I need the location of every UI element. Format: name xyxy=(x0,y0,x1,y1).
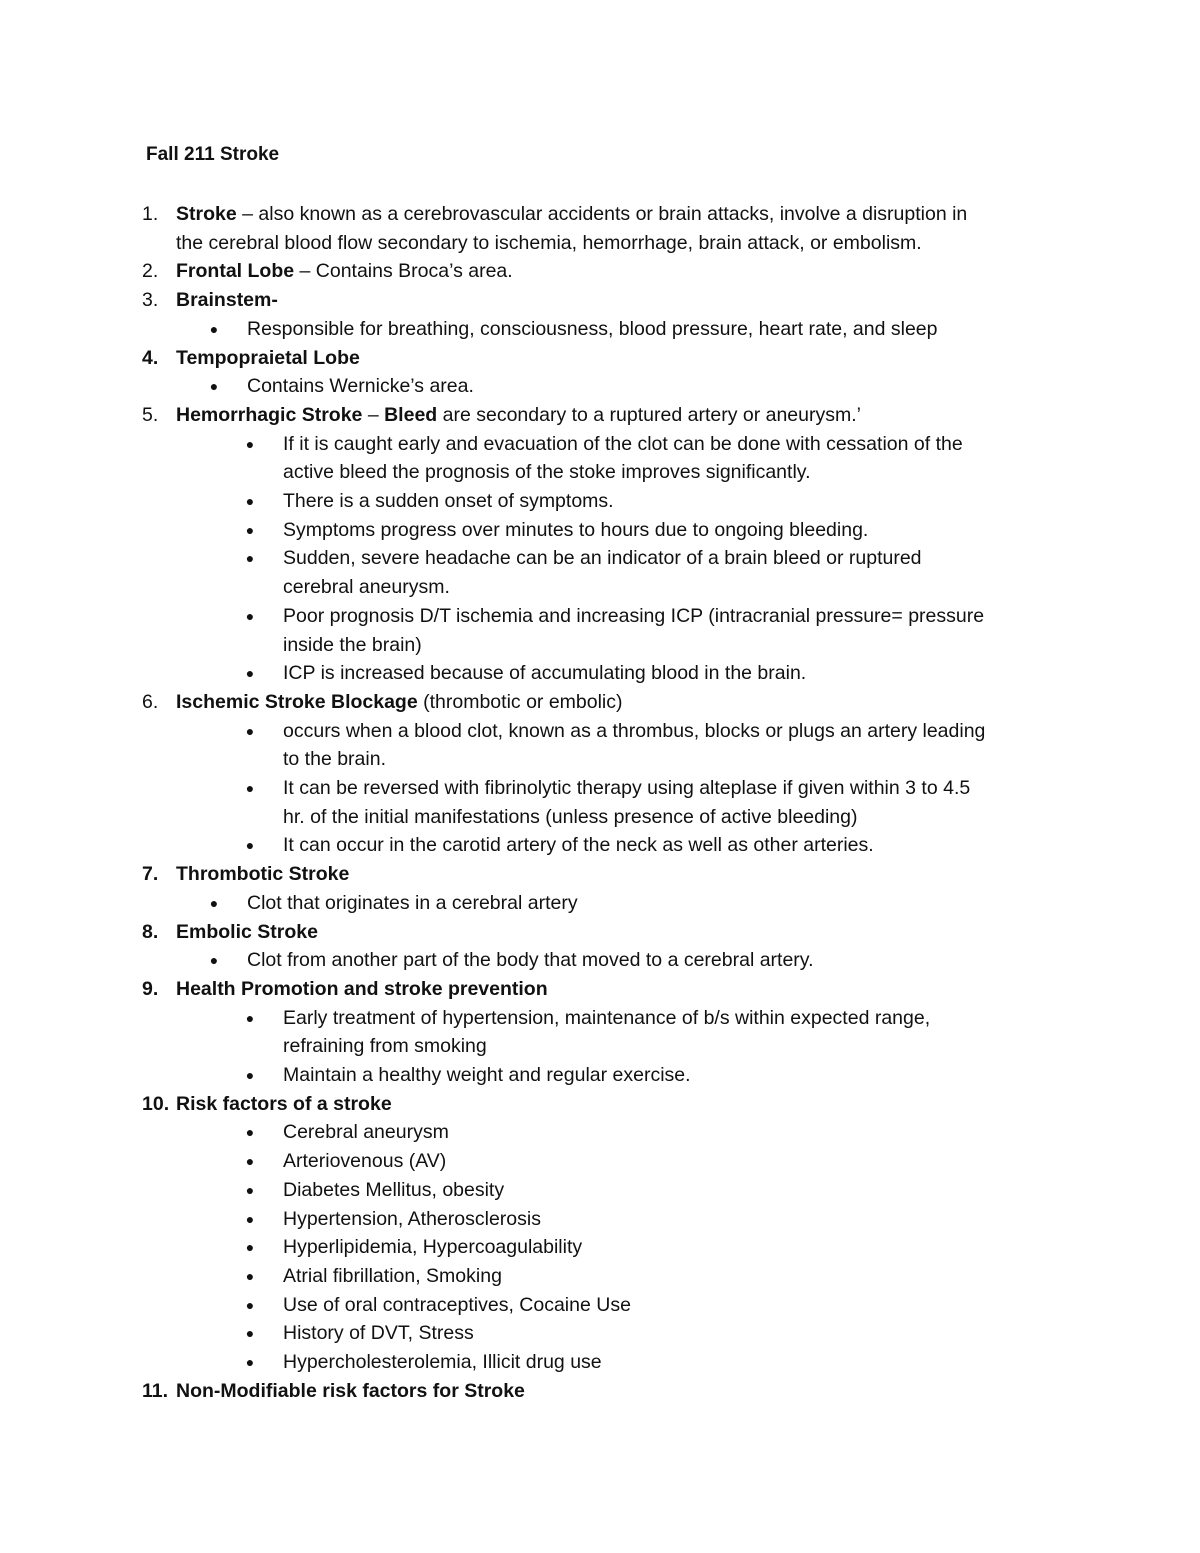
bullet-icon: ● xyxy=(209,378,219,395)
item-text: Ischemic Stroke Blockage (thrombotic or embolic) xyxy=(176,690,623,713)
list-item-9 xyxy=(0,975,1200,1003)
item-heading: Tempopraietal Lobe xyxy=(176,346,360,369)
bullet-icon: ● xyxy=(209,320,219,337)
item-number: 8. xyxy=(142,920,159,943)
item-text: Hemorrhagic Stroke – Bleed are secondary to a ruptured artery or aneurysm.’ xyxy=(176,403,861,426)
item-number: 2. xyxy=(142,260,159,283)
bullet-text: Hypertension, Atherosclerosis xyxy=(283,1207,541,1230)
bullet-icon: ● xyxy=(245,780,255,796)
list-item-4 xyxy=(0,344,1200,372)
bullet-text: Use of oral contraceptives, Cocaine Use xyxy=(283,1293,631,1316)
bullet-icon: ● xyxy=(245,837,255,854)
item-text xyxy=(176,344,360,372)
bullet-text: Atrial fibrillation, Smoking xyxy=(283,1264,502,1287)
item-heading-2: Bleed xyxy=(384,403,438,426)
item-heading: Non-Modifiable risk factors for Stroke xyxy=(176,1379,525,1402)
item-heading: Frontal Lobe xyxy=(176,260,295,283)
bullet-text: History of DVT, Stress xyxy=(283,1322,474,1345)
bullet-icon: ● xyxy=(209,894,219,911)
bullet-text: inside the brain) xyxy=(283,633,422,656)
bullet-text: active bleed the prognosis of the stoke improves significantly. xyxy=(283,461,811,484)
bullet-icon: ● xyxy=(245,521,255,538)
list-item-7 xyxy=(0,860,1200,888)
item-heading: Health Promotion and stroke prevention xyxy=(176,977,548,1000)
bullet-text: Poor prognosis D/T ischemia and increasing ICP (intracranial pressure= pressure xyxy=(283,604,985,627)
item-text: Frontal Lobe – Contains Broca’s area. xyxy=(176,260,513,283)
bullet-icon: ● xyxy=(245,1239,255,1256)
bullet-icon: ● xyxy=(245,1325,255,1342)
item-number: 3. xyxy=(142,289,159,312)
bullet-text: Responsible for breathing, consciousness, blood pressure, heart rate, and sleep xyxy=(247,317,938,340)
item-number: 7. xyxy=(142,863,159,886)
bullet-text: If it is caught early and evacuation of the clot can be done with cessation of the xyxy=(283,432,963,455)
item-text: Stroke – also known as a cerebrovascular accidents or brain attacks, involve a disruption in xyxy=(176,203,968,225)
item-heading: Risk factors of a stroke xyxy=(176,1092,392,1115)
item-number: 1. xyxy=(142,203,159,225)
bullet-text: Symptoms progress over minutes to hours due to ongoing bleeding. xyxy=(283,518,869,541)
list-item-6 xyxy=(0,688,1200,716)
bullet-text: Maintain a healthy weight and regular exercise. xyxy=(283,1064,691,1086)
bullet-text: occurs when a blood clot, known as a thrombus, blocks or plugs an artery leading xyxy=(283,719,986,742)
item-number: 10. xyxy=(142,1092,170,1115)
list-item-3 xyxy=(0,286,1200,314)
bullet-icon: ● xyxy=(245,1181,255,1198)
bullet-icon: ● xyxy=(245,722,255,739)
bullet-text: It can occur in the carotid artery of the neck as well as other arteries. xyxy=(283,834,874,857)
item-text xyxy=(176,975,548,1003)
bullet-icon: ● xyxy=(245,1354,255,1370)
bullet-icon: ● xyxy=(245,1267,255,1284)
bullet-icon: ● xyxy=(209,952,219,969)
bullet-icon: ● xyxy=(245,607,255,624)
item-text xyxy=(176,1090,392,1118)
continuation-text: the cerebral blood flow secondary to ischemia, hemorrhage, brain attack, or embolism. xyxy=(176,231,922,254)
bullet-text: Clot that originates in a cerebral artery xyxy=(247,891,578,914)
list-item-8 xyxy=(0,918,1200,946)
bullet-text: cerebral aneurysm. xyxy=(283,576,450,599)
item-number: 4. xyxy=(142,346,159,369)
bullet-icon: ● xyxy=(245,1067,255,1083)
bullet-text: It can be reversed with fibrinolytic therapy using alteplase if given within 3 to 4.5 xyxy=(283,777,971,799)
bullet-icon: ● xyxy=(245,1124,255,1141)
bullet-text: Diabetes Mellitus, obesity xyxy=(283,1178,505,1201)
bullet-text: Cerebral aneurysm xyxy=(283,1121,449,1144)
bullet-icon: ● xyxy=(245,1009,255,1026)
bullet-icon: ● xyxy=(245,1210,255,1227)
bullet-text: Clot from another part of the body that moved to a cerebral artery. xyxy=(247,949,814,972)
item-number: 9. xyxy=(142,977,159,1000)
item-text xyxy=(176,860,349,888)
item-number: 6. xyxy=(142,690,159,713)
bullet-icon: ● xyxy=(245,1153,255,1170)
bullet-text: to the brain. xyxy=(283,748,386,771)
bullet-text: refraining from smoking xyxy=(283,1035,487,1058)
list-item-1 xyxy=(0,200,1200,228)
item-text xyxy=(176,918,318,946)
item-number: 5. xyxy=(142,403,159,426)
bullet-text: Sudden, severe headache can be an indicator of a brain bleed or ruptured xyxy=(283,547,922,570)
item-heading: Ischemic Stroke Blockage xyxy=(176,690,418,713)
bullet-text: Contains Wernicke’s area. xyxy=(247,375,474,398)
list-item-10 xyxy=(0,1090,1200,1118)
item-text xyxy=(176,286,278,314)
bullet-icon: ● xyxy=(245,550,255,567)
item-heading: Stroke xyxy=(176,203,237,225)
item-text xyxy=(176,1377,525,1405)
bullet-text: Hypercholesterolemia, Illicit drug use xyxy=(283,1351,602,1373)
bullet-text: Early treatment of hypertension, maintenance of b/s within expected range, xyxy=(283,1006,931,1029)
list-item-2 xyxy=(0,257,1200,285)
page-title: Fall 211 Stroke xyxy=(146,144,280,165)
bullet-text: Arteriovenous (AV) xyxy=(283,1150,447,1173)
bullet-icon: ● xyxy=(245,1296,255,1313)
item-heading: Thrombotic Stroke xyxy=(176,863,350,886)
item-heading: Hemorrhagic Stroke xyxy=(176,403,363,426)
bullet-text: There is a sudden onset of symptoms. xyxy=(283,490,614,512)
item-heading: Brainstem- xyxy=(176,289,278,312)
bullet-icon: ● xyxy=(245,665,255,682)
bullet-text: ICP is increased because of accumulating blood in the brain. xyxy=(283,662,807,685)
item-number: 11. xyxy=(142,1379,169,1402)
bullet-text: Hyperlipidemia, Hypercoagulability xyxy=(283,1236,583,1259)
bullet-icon: ● xyxy=(245,493,255,509)
list-item-5 xyxy=(0,401,1200,429)
bullet-text: hr. of the initial manifestations (unless presence of active bleeding) xyxy=(283,805,858,828)
list-item-11 xyxy=(0,1377,1200,1405)
bullet-icon: ● xyxy=(245,435,255,452)
item-heading: Embolic Stroke xyxy=(176,920,318,943)
